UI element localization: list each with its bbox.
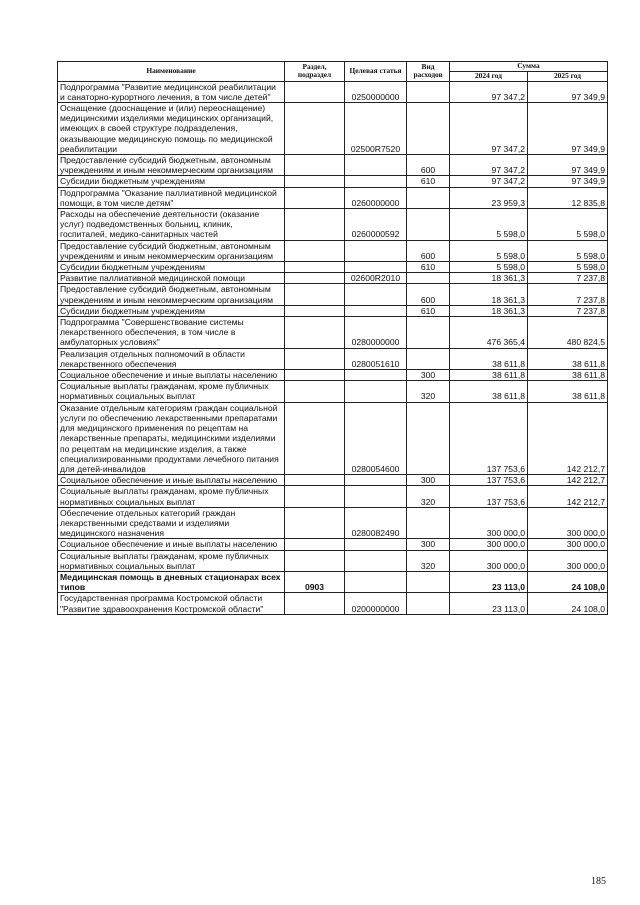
cell-target: 0280082490 [345, 507, 407, 539]
table-row [58, 284, 608, 305]
cell-target [345, 155, 407, 176]
cell-section [285, 475, 345, 486]
cell-name: Развитие паллиативной медицинской помощи [58, 273, 285, 284]
table-row [58, 176, 608, 187]
cell-kind: 320 [407, 550, 450, 571]
header-section: Раздел, подраздел [285, 62, 345, 82]
cell-2025: 5 598,0 [528, 209, 608, 241]
cell-2024: 5 598,0 [450, 262, 528, 273]
cell-target: 02600R2010 [345, 273, 407, 284]
cell-section [285, 381, 345, 402]
cell-kind [407, 402, 450, 474]
cell-target [345, 305, 407, 316]
cell-target: 0280051610 [345, 348, 407, 369]
cell-target: 0260000592 [345, 209, 407, 241]
cell-name: Социальные выплаты гражданам, кроме публичных нормативных социальных выплат [58, 381, 285, 402]
cell-2024: 137 753,6 [450, 402, 528, 474]
table-row [58, 486, 608, 507]
header-year-2024: 2024 год [450, 71, 528, 81]
cell-kind [407, 507, 450, 539]
cell-kind [407, 571, 450, 592]
cell-2025: 7 237,8 [528, 273, 608, 284]
cell-target: 0200000000 [345, 593, 407, 614]
cell-name: Предоставление субсидий бюджетным, автономным учреждениям и иным некоммерческим организациям [58, 155, 285, 176]
cell-kind [407, 103, 450, 155]
cell-2025: 5 598,0 [528, 240, 608, 261]
cell-kind: 610 [407, 305, 450, 316]
cell-kind: 300 [407, 475, 450, 486]
cell-name: Государственная программа Костромской области "Развитие здравоохранения Костромской области" [58, 593, 285, 614]
table-row [58, 507, 608, 539]
cell-name: Субсидии бюджетным учреждениям [58, 305, 285, 316]
table-row [58, 370, 608, 381]
cell-kind: 320 [407, 486, 450, 507]
cell-kind: 300 [407, 370, 450, 381]
table-row [58, 402, 608, 474]
cell-2025: 38 611,8 [528, 348, 608, 369]
cell-target: 0250000000 [345, 81, 407, 102]
cell-name: Обеспечение отдельных категорий граждан лекарственными средствами и изделиями медицинского назначения [58, 507, 285, 539]
budget-table [57, 61, 608, 615]
table-body [58, 81, 608, 614]
cell-section [285, 262, 345, 273]
cell-section [285, 187, 345, 208]
cell-name: Реализация отдельных полномочий в области лекарственного обеспечения [58, 348, 285, 369]
cell-2025: 300 000,0 [528, 507, 608, 539]
cell-name: Социальные выплаты гражданам, кроме публичных нормативных социальных выплат [58, 550, 285, 571]
table-row [58, 103, 608, 155]
cell-2024: 97 347,2 [450, 81, 528, 102]
table-row [58, 381, 608, 402]
cell-name: Социальное обеспечение и иные выплаты населению [58, 370, 285, 381]
cell-section [285, 593, 345, 614]
cell-target [345, 381, 407, 402]
table-row [58, 81, 608, 102]
cell-2024: 300 000,0 [450, 539, 528, 550]
cell-2024: 476 365,4 [450, 317, 528, 349]
page-number: 185 [591, 876, 606, 887]
cell-2024: 18 361,3 [450, 305, 528, 316]
cell-name: Социальное обеспечение и иные выплаты населению [58, 539, 285, 550]
cell-section [285, 155, 345, 176]
cell-target [345, 240, 407, 261]
cell-name: Подпрограмма "Оказание паллиативной медицинской помощи, в том числе детям" [58, 187, 285, 208]
cell-2024: 18 361,3 [450, 284, 528, 305]
table-row [58, 593, 608, 614]
cell-2025: 5 598,0 [528, 262, 608, 273]
cell-name: Предоставление субсидий бюджетным, автономным учреждениям и иным некоммерческим организациям [58, 240, 285, 261]
cell-2025: 480 824,5 [528, 317, 608, 349]
cell-kind: 610 [407, 176, 450, 187]
cell-section: 0903 [285, 571, 345, 592]
cell-2025: 142 212,7 [528, 402, 608, 474]
cell-kind: 610 [407, 262, 450, 273]
cell-section [285, 305, 345, 316]
cell-kind: 300 [407, 539, 450, 550]
cell-section [285, 507, 345, 539]
cell-2025: 142 212,7 [528, 486, 608, 507]
cell-kind [407, 81, 450, 102]
cell-name: Оказание отдельным категориям граждан социальной услуги по обеспечению лекарственными препаратами для медицинского применения по рецептам на лекарственные препараты, медицинскими изделиями по рецептам на медицинские изделия, а также специализированными продуктами лечебного питания для детей-инвалидов [58, 402, 285, 474]
cell-kind [407, 593, 450, 614]
table-row [58, 273, 608, 284]
cell-target [345, 475, 407, 486]
cell-2025: 97 349,9 [528, 176, 608, 187]
table-row [58, 305, 608, 316]
cell-target: 0280054600 [345, 402, 407, 474]
table-row [58, 475, 608, 486]
cell-section [285, 486, 345, 507]
cell-section [285, 273, 345, 284]
cell-kind: 600 [407, 284, 450, 305]
table-row [58, 317, 608, 349]
cell-name: Социальные выплаты гражданам, кроме публичных нормативных социальных выплат [58, 486, 285, 507]
cell-2024: 137 753,6 [450, 475, 528, 486]
cell-2025: 38 611,8 [528, 370, 608, 381]
cell-target [345, 176, 407, 187]
cell-2024: 300 000,0 [450, 550, 528, 571]
cell-kind: 600 [407, 155, 450, 176]
table-row [58, 240, 608, 261]
cell-target [345, 284, 407, 305]
cell-2024: 38 611,8 [450, 381, 528, 402]
cell-kind [407, 348, 450, 369]
cell-2025: 7 237,8 [528, 284, 608, 305]
cell-target: 0280000000 [345, 317, 407, 349]
cell-target [345, 370, 407, 381]
cell-2025: 97 349,9 [528, 103, 608, 155]
cell-target [345, 550, 407, 571]
cell-2024: 38 611,8 [450, 370, 528, 381]
cell-name: Подпрограмма "Совершенствование системы лекарственного обеспечения, в том числе в амбулаторных условиях" [58, 317, 285, 349]
table-row [58, 571, 608, 592]
table-row [58, 155, 608, 176]
cell-kind: 600 [407, 240, 450, 261]
cell-target: 0260000000 [345, 187, 407, 208]
cell-2025: 97 349,9 [528, 155, 608, 176]
cell-name: Оснащение (дооснащение и (или) переоснащение) медицинскими изделиями медицинских организаций, имеющих в своей структуре подразделения, оказывающие медицинскую помощь по медицинской реабилитации [58, 103, 285, 155]
cell-target [345, 262, 407, 273]
cell-2024: 5 598,0 [450, 209, 528, 241]
cell-2024: 23 113,0 [450, 571, 528, 592]
cell-2024: 97 347,2 [450, 176, 528, 187]
cell-2024: 38 611,8 [450, 348, 528, 369]
cell-name: Субсидии бюджетным учреждениям [58, 262, 285, 273]
cell-2024: 23 113,0 [450, 593, 528, 614]
table-row [58, 187, 608, 208]
cell-target: 02500R7520 [345, 103, 407, 155]
cell-kind: 320 [407, 381, 450, 402]
cell-section [285, 317, 345, 349]
cell-section [285, 103, 345, 155]
cell-section [285, 402, 345, 474]
cell-2024: 18 361,3 [450, 273, 528, 284]
cell-2024: 300 000,0 [450, 507, 528, 539]
cell-name: Субсидии бюджетным учреждениям [58, 176, 285, 187]
cell-2025: 38 611,8 [528, 381, 608, 402]
table-row [58, 539, 608, 550]
cell-name: Подпрограмма "Развитие медицинской реабилитации и санаторно-курортного лечения, в том числе детей" [58, 81, 285, 102]
cell-2025: 300 000,0 [528, 550, 608, 571]
cell-kind [407, 317, 450, 349]
cell-name: Предоставление субсидий бюджетным, автономным учреждениям и иным некоммерческим организациям [58, 284, 285, 305]
cell-section [285, 176, 345, 187]
cell-2024: 5 598,0 [450, 240, 528, 261]
cell-section [285, 284, 345, 305]
cell-target [345, 539, 407, 550]
cell-2024: 137 753,6 [450, 486, 528, 507]
cell-2024: 97 347,2 [450, 155, 528, 176]
cell-target [345, 486, 407, 507]
cell-name: Социальное обеспечение и иные выплаты населению [58, 475, 285, 486]
header-sum: Сумма [450, 62, 608, 72]
cell-2024: 23 959,3 [450, 187, 528, 208]
header-target: Целевая статья [345, 62, 407, 82]
header-name: Наименование [58, 62, 285, 82]
cell-2025: 7 237,8 [528, 305, 608, 316]
cell-2025: 142 212,7 [528, 475, 608, 486]
cell-2024: 97 347,2 [450, 103, 528, 155]
cell-section [285, 370, 345, 381]
cell-kind [407, 273, 450, 284]
cell-2025: 97 349,9 [528, 81, 608, 102]
table-row [58, 209, 608, 241]
cell-target [345, 571, 407, 592]
table-row [58, 348, 608, 369]
table-header [58, 62, 608, 82]
cell-section [285, 539, 345, 550]
cell-2025: 24 108,0 [528, 593, 608, 614]
cell-section [285, 240, 345, 261]
cell-name: Медицинская помощь в дневных стационарах всех типов [58, 571, 285, 592]
cell-section [285, 81, 345, 102]
table-row [58, 262, 608, 273]
cell-2025: 300 000,0 [528, 539, 608, 550]
cell-kind [407, 209, 450, 241]
cell-section [285, 550, 345, 571]
cell-2025: 24 108,0 [528, 571, 608, 592]
cell-2025: 12 835,8 [528, 187, 608, 208]
table-row [58, 550, 608, 571]
cell-section [285, 209, 345, 241]
cell-section [285, 348, 345, 369]
cell-kind [407, 187, 450, 208]
header-year-2025: 2025 год [528, 71, 608, 81]
cell-name: Расходы на обеспечение деятельности (оказание услуг) подведомственных больниц, клиник, госпиталей, медико-санитарных частей [58, 209, 285, 241]
header-kind: Вид расходов [407, 62, 450, 82]
